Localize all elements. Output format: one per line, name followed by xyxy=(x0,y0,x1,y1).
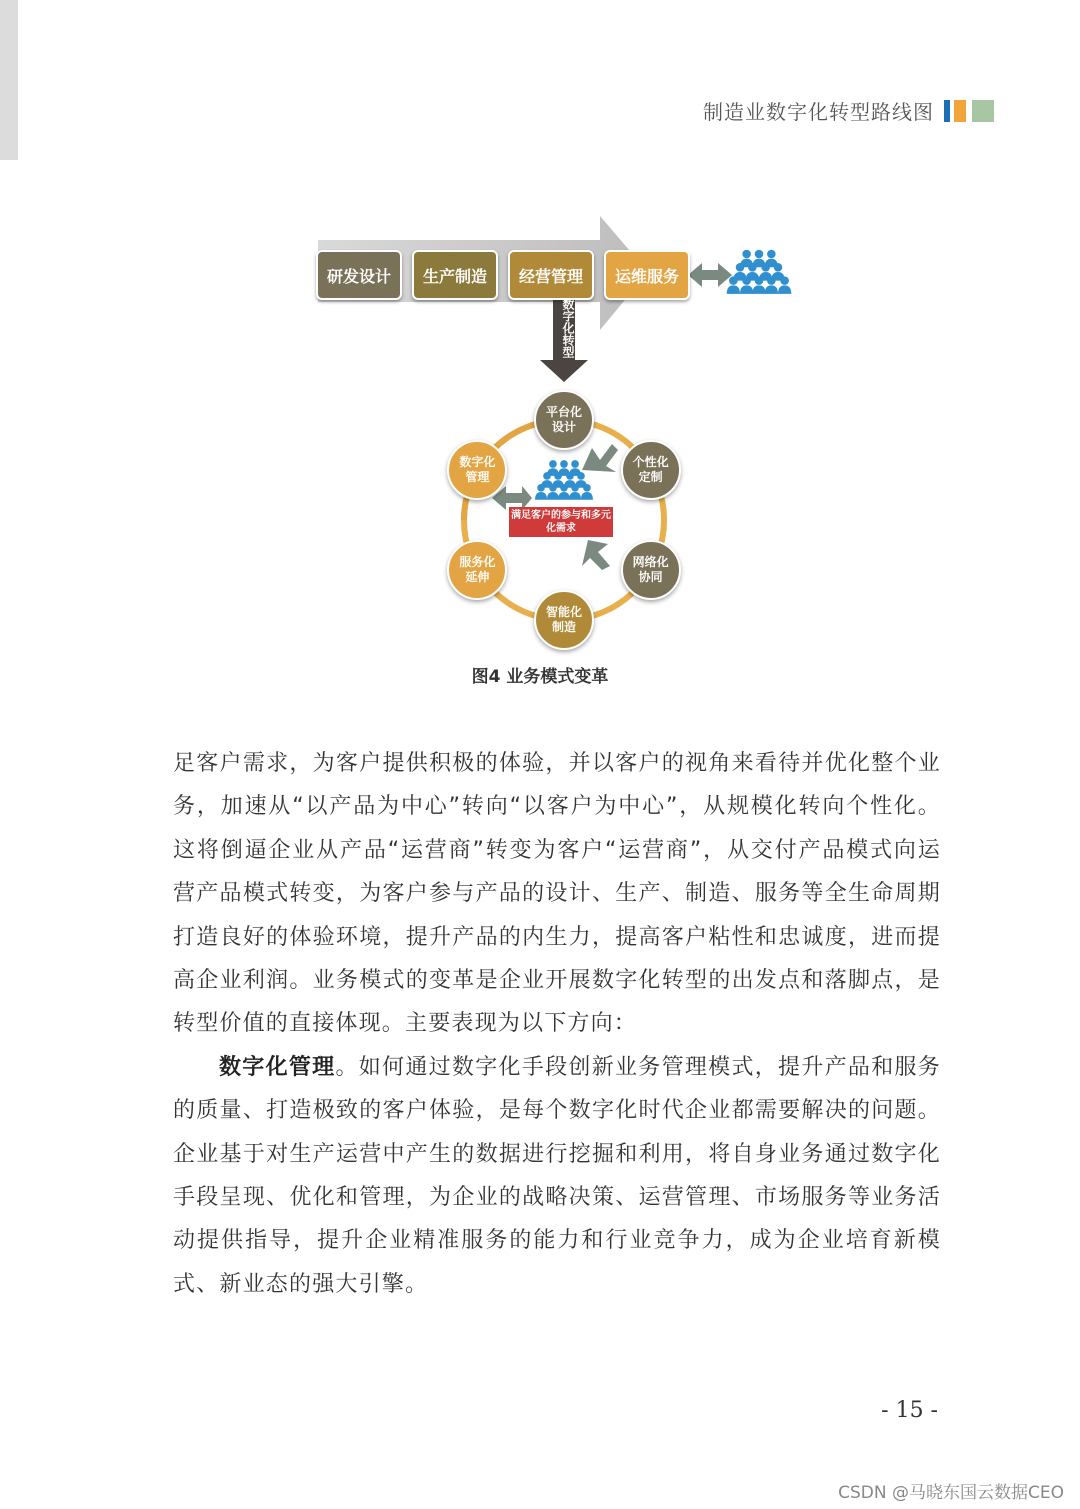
person-icon-head xyxy=(554,472,562,480)
person-icon-body xyxy=(569,492,581,500)
ring-node: 个性化 定制 xyxy=(621,440,681,500)
person-icon-body xyxy=(740,285,753,294)
person-icon-head xyxy=(571,460,579,468)
person-icon-body xyxy=(765,285,778,294)
person-icon-head xyxy=(571,484,579,492)
transform-label: 数字化转型 xyxy=(561,298,575,358)
person-icon-head xyxy=(780,276,789,285)
person-icon-head xyxy=(742,250,751,259)
person-icon-body xyxy=(581,492,593,500)
person-icon-head xyxy=(736,263,745,272)
header-color-block-orange xyxy=(954,100,966,122)
page-edge-bar xyxy=(0,0,18,160)
person-icon-body xyxy=(535,492,547,500)
body-text xyxy=(173,742,941,1306)
person-icon-head xyxy=(729,276,738,285)
person-icon-head xyxy=(742,276,751,285)
inner-arrow-upper-right xyxy=(582,444,618,472)
pipeline-step: 经营管理 xyxy=(508,250,594,300)
person-icon-body xyxy=(547,492,559,500)
ring-node: 智能化 制造 xyxy=(534,590,594,650)
person-icon-body xyxy=(727,285,740,294)
pipeline-step: 生产制造 xyxy=(412,250,498,300)
paragraph-1: 足客户需求，为客户提供积极的体验，并以客户的视角来看待并优化整个业务，加速从“以产品为中心”转向“以客户为中心”，从规模化转向个性化。这将倒逼企业从产品“运营商”转变为客户“运营商”，从交付产品模式向运营产品模式转变，为客户参与产品的设计、生产、制造、服务等全生命周期打造良好的体验环境，提升产品的内生力，提高客户粘性和忠诚度，进而提高企业利润。业务模式的变革是企业开展数字化转型的出发点和落脚点，是转型价值的直接体现。主要表现为以下方向： xyxy=(173,751,941,1037)
csdn-watermark: CSDN @马晓东国云数据CEO xyxy=(838,1483,1064,1503)
ring-node: 平台化 设计 xyxy=(534,390,594,450)
pipeline-step: 研发设计 xyxy=(316,250,402,300)
person-icon-head xyxy=(767,276,776,285)
inner-arrow-lower-right xyxy=(582,540,610,570)
pipeline-step: 运维服务 xyxy=(604,250,690,300)
pipeline-double-arrow xyxy=(688,263,732,287)
ring-node: 服务化 延伸 xyxy=(447,540,507,600)
person-icon-head xyxy=(549,460,557,468)
running-header-title: 制造业数字化转型路线图 xyxy=(703,100,934,124)
figure-caption: 图4 业务模式变革 xyxy=(471,667,609,687)
person-icon-body xyxy=(778,285,791,294)
paragraph-2-heading: 数字化管理 xyxy=(219,1054,336,1080)
page-number: - 15 - xyxy=(881,1398,938,1423)
person-icon-head xyxy=(577,472,585,480)
customer-need-box: 满足客户的参与和多元化需求 xyxy=(509,507,613,537)
header-color-block-blue xyxy=(944,100,950,122)
running-header xyxy=(703,96,994,125)
person-icon-head xyxy=(767,250,776,259)
person-icon-head xyxy=(774,263,783,272)
person-icon-head xyxy=(566,472,574,480)
person-icon-body xyxy=(558,492,570,500)
person-icon-body xyxy=(752,285,765,294)
person-icon-head xyxy=(549,484,557,492)
ring-node: 网络化 协同 xyxy=(621,540,681,600)
business-model-figure xyxy=(300,210,810,640)
person-icon-head xyxy=(761,263,770,272)
header-color-block-green xyxy=(972,100,994,122)
person-icon-head xyxy=(560,460,568,468)
person-icon-head xyxy=(583,484,591,492)
person-icon-head xyxy=(755,250,764,259)
person-icon-head xyxy=(543,472,551,480)
person-icon-head xyxy=(755,276,764,285)
ring-node: 数字化 管理 xyxy=(447,440,507,500)
paragraph-2-text: 。如何通过数字化手段创新业务管理模式，提升产品和服务的质量、打造极致的客户体验，是每个数字化时代企业都需要解决的问题。企业基于对生产运营中产生的数据进行挖掘和利用，将自身业务通过数字化手段呈现、优化和管理，为企业的战略决策、运营管理、市场服务等业务活动提供指导，提升企业精准服务的能力和行业竞争力，成为企业培育新模式、新业态的强大引擎。 xyxy=(173,1054,941,1297)
transform-down-arrow-head xyxy=(540,360,588,382)
person-icon-head xyxy=(748,263,757,272)
person-icon-head xyxy=(560,484,568,492)
paragraph-2 xyxy=(173,1046,941,1306)
person-icon-head xyxy=(537,484,545,492)
